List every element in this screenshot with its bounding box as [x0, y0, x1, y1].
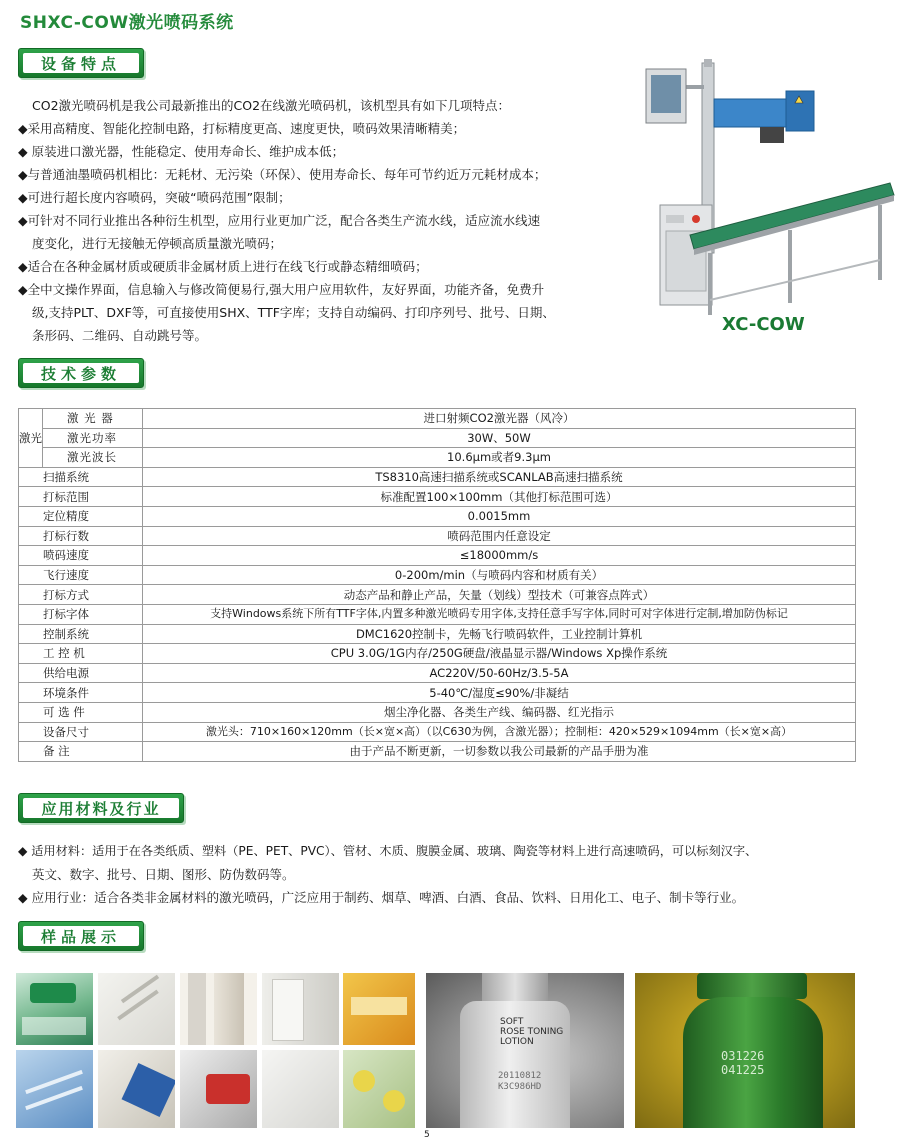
spec-name: 激光波长 — [43, 448, 143, 468]
spec-value: 激光头：710×160×120mm（长×宽×高）（以C630为例，含激光器）；控制柜：420×529×1094mm（长×宽×高） — [143, 722, 856, 742]
table-row — [19, 487, 856, 507]
spec-value: 由于产品不断更新，一切参数以我公司最新的产品手册为准 — [143, 742, 856, 762]
spec-value: 0-200m/min（与喷码内容和材质有关） — [143, 565, 856, 585]
spec-value: 烟尘净化器、各类生产线、编码器、红光指示 — [143, 702, 856, 722]
application-line: ◆ 应用行业：适合各类非金属材料的激光喷码，广泛应用于制药、烟草、啤酒、白酒、食品、饮料、日用化工、电子、制卡等行业。 — [18, 890, 745, 905]
table-row — [19, 722, 856, 742]
table-row — [19, 702, 856, 722]
document-title: SHXC-COW激光喷码系统 — [20, 13, 234, 33]
spec-value: 喷码范围内任意设定 — [143, 526, 856, 546]
feature-bullet: ◆与普通油墨喷码机相比：无耗材、无污染（环保）、使用寿命长、每年可节约近万元耗材成本； — [18, 167, 547, 182]
feature-bullet: ◆可进行超长度内容喷码，突破“喷码范围”限制； — [18, 190, 291, 205]
spec-value: CPU 3.0G/1G内存/250G硬盘/液晶显示器/Windows Xp操作系统 — [143, 644, 856, 664]
spec-value: 进口射频CO2激光器（风冷） — [143, 409, 856, 429]
spec-value: TS8310高速扫描系统或SCANLAB高速扫描系统 — [143, 467, 856, 487]
spec-name: 定位精度 — [19, 506, 143, 526]
table-row — [19, 663, 856, 683]
sample-photo-metal-label — [180, 1050, 257, 1128]
spec-value: 标准配置100×100mm（其他打标范围可选） — [143, 487, 856, 507]
section-title-samples: 样品展示 — [23, 926, 139, 946]
sample-photo-cosmetic-bottle — [426, 973, 624, 1128]
spec-value: 0.0015mm — [143, 506, 856, 526]
sample-photo-white-box — [262, 973, 339, 1045]
spec-name: 打标方式 — [19, 585, 143, 605]
spec-name: 喷码速度 — [19, 546, 143, 566]
spec-name: 备 注 — [19, 742, 143, 762]
spec-value: 动态产品和静止产品，矢量（划线）型技术（可兼容点阵式） — [143, 585, 856, 605]
feature-bullet-cont: 度变化，进行无接触无停顿高质量激光喷码； — [32, 236, 283, 251]
spec-value: 支持Windows系统下所有TTF字体,内置多种激光喷码专用字体,支持任意手写字体,同时可对字体进行定制,增加防伪标记 — [143, 604, 856, 624]
glass-laser-code: 041225 — [721, 1063, 765, 1077]
application-line: ◆ 适用材料：适用于在各类纸质、塑料（PE、PET、PVC）、管材、木质、腹膜金属、玻璃、陶瓷等材料上进行高速喷码，可以标刻汉字、 — [18, 844, 758, 858]
spec-name: 工 控 机 — [19, 644, 143, 664]
glass-laser-code: 031226 — [721, 1049, 765, 1063]
bottle-label-line: SOFT — [500, 1017, 524, 1027]
features-intro: CO2激光喷码机是我公司最新推出的CO2在线激光喷码机，该机型具有如下几项特点： — [32, 98, 511, 113]
sample-photo-blister-pack — [343, 1050, 415, 1128]
feature-bullet: ◆采用高精度、智能化控制电路，打标精度更高、速度更快，喷码效果清晰精美； — [18, 121, 466, 136]
sample-photo-gold-box — [343, 973, 415, 1045]
sample-photo-white-card — [262, 1050, 339, 1128]
spec-name: 环境条件 — [19, 683, 143, 703]
application-line-cont: 英文、数字、批号、日期、图形、防伪数码等。 — [32, 867, 295, 882]
feature-bullet: ◆全中文操作界面，信息输入与修改简便易行,强大用户应用软件，友好界面，功能齐备，免费升 — [18, 282, 545, 297]
sample-photo-carton — [180, 973, 257, 1045]
spec-name: 可 选 件 — [19, 702, 143, 722]
table-row — [19, 683, 856, 703]
table-row — [19, 409, 856, 429]
section-title-applications: 应用材料及行业 — [23, 798, 179, 818]
spec-name: 打标行数 — [19, 526, 143, 546]
feature-bullet-cont: 级,支持PLT、DXF等，可直接使用SHX、TTF字库；支持自动编码、打印序列号、批号、日期、 — [32, 305, 555, 320]
section-header-specs — [18, 358, 144, 388]
feature-bullet: ◆可针对不同行业推出各种衍生机型，应用行业更加广泛，配合各类生产流水线，适应流水线速 — [18, 213, 541, 228]
table-row — [19, 585, 856, 605]
spec-name: 激 光 器 — [43, 409, 143, 429]
sample-photo-blue-carton — [16, 1050, 93, 1128]
spec-value: ≤18000mm/s — [143, 546, 856, 566]
section-header-features — [18, 48, 144, 78]
spec-name: 打标范围 — [19, 487, 143, 507]
bottle-label-line: LOTION — [500, 1037, 534, 1047]
table-row — [19, 644, 856, 664]
feature-bullet: ◆ 原装进口激光器，性能稳定、使用寿命长、维护成本低； — [18, 144, 345, 159]
spec-group-laser: 激光 — [19, 409, 43, 468]
table-row — [19, 565, 856, 585]
table-row — [19, 604, 856, 624]
section-header-samples — [18, 921, 144, 951]
bottle-laser-code: K3C986HD — [498, 1082, 542, 1092]
spec-table — [18, 408, 856, 762]
table-row — [19, 526, 856, 546]
table-row — [19, 506, 856, 526]
spec-name: 飞行速度 — [19, 565, 143, 585]
bottle-laser-code: 20110812 — [498, 1071, 542, 1081]
feature-bullet-cont: 条形码、二维码、自动跳号等。 — [32, 328, 208, 343]
spec-name: 扫描系统 — [19, 467, 143, 487]
machine-model-label: XC-COW — [722, 314, 805, 335]
laser-coding-machine-image — [640, 55, 900, 320]
section-title-specs: 技术参数 — [23, 363, 139, 383]
spec-name: 控制系统 — [19, 624, 143, 644]
feature-bullet: ◆适合在各种金属材质或硬质非金属材质上进行在线飞行或静态精细喷码； — [18, 259, 428, 274]
table-row — [19, 467, 856, 487]
sample-photo-glass-bottle — [635, 973, 855, 1128]
spec-name: 供给电源 — [19, 663, 143, 683]
section-title-features: 设备特点 — [23, 53, 139, 73]
table-row — [19, 546, 856, 566]
table-row — [19, 742, 856, 762]
sample-photo-paper-code — [98, 973, 175, 1045]
section-header-applications — [18, 793, 184, 823]
table-row — [19, 624, 856, 644]
sample-photo-plastic-bottle — [16, 973, 93, 1045]
spec-value: AC220V/50-60Hz/3.5-5A — [143, 663, 856, 683]
page-number: 5 — [424, 1130, 430, 1140]
table-row — [19, 448, 856, 468]
spec-name: 打标字体 — [19, 604, 143, 624]
spec-value: DMC1620控制卡，先畅飞行喷码软件，工业控制计算机 — [143, 624, 856, 644]
spec-value: 30W、50W — [143, 428, 856, 448]
spec-value: 5-40℃/湿度≤90%/非凝结 — [143, 683, 856, 703]
table-row — [19, 428, 856, 448]
spec-value: 10.6μm或者9.3μm — [143, 448, 856, 468]
bottle-label-line: ROSE TONING — [500, 1027, 564, 1037]
spec-name: 设备尺寸 — [19, 722, 143, 742]
spec-name: 激光功率 — [43, 428, 143, 448]
sample-photo-label-pack — [98, 1050, 175, 1128]
